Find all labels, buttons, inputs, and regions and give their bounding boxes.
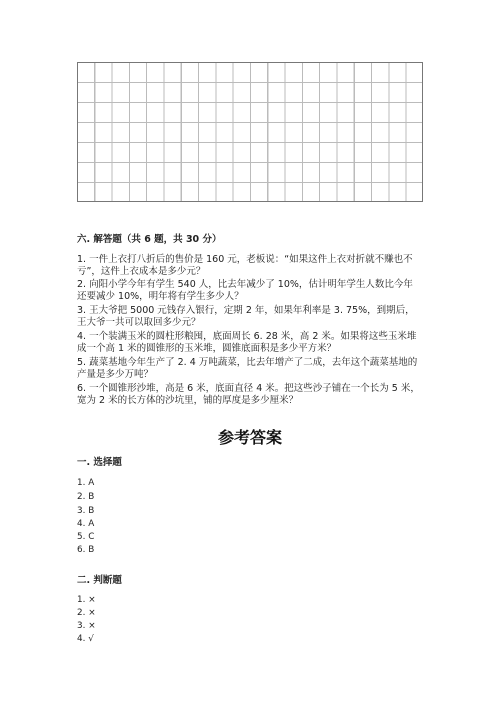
judge-answer-3: 3. × — [77, 621, 96, 631]
question-2: 2. 向阳小学今年有学生 540 人，比去年减少了 10%，估计明年学生人数比今年还要减少 10%，明年将有学生多少人？ — [77, 279, 413, 303]
question-4: 4. 一个装满玉米的圆柱形粮囤，底面周长 6. 28 米，高 2 米。如果将这些玉米堆成一个高 1 米的圆锥形的玉米堆，圆锥底面积是多少平方米？ — [77, 331, 417, 355]
judge-answer-2: 2. × — [77, 608, 96, 618]
choice-answer-2: 2. B — [77, 492, 95, 502]
answer-judge-title: 二. 判断题 — [77, 575, 122, 586]
answer-key-heading: 参考答案 — [217, 428, 282, 447]
answer-choice-title: 一. 选择题 — [77, 457, 122, 468]
question-1: 1. 一件上衣打八折后的售价是 160 元，老板说：“如果这件上衣对折就不赚也不亏”，这件上衣成本是多少元？ — [77, 254, 413, 278]
question-6: 6. 一个圆锥形沙堆，高是 6 米，底面直径 4 米。把这些沙子铺在一个长为 5 米，宽为 2 米的长方体的沙坑里，铺的厚度是多少厘米？ — [77, 383, 420, 407]
judge-answer-1: 1. × — [77, 595, 96, 605]
section-6-title: 六. 解答题（共 6 题，共 30 分） — [77, 234, 222, 245]
choice-answer-3: 3. B — [77, 506, 95, 516]
question-5: 5. 蔬菜基地今年生产了 2. 4 万吨蔬菜，比去年增产了二成，去年这个蔬菜基地的产量是多少万吨？ — [77, 357, 418, 381]
choice-answer-4: 4. A — [77, 519, 95, 529]
judge-answer-4: 4. √ — [77, 634, 94, 644]
writing-grid — [77, 62, 423, 202]
choice-answer-6: 6. B — [77, 545, 95, 555]
question-3: 3. 王大爷把 5000 元钱存入银行，定期 2 年，如果年利率是 3. 75%，到期后，王大爷一共可以取回多少元？ — [77, 305, 415, 329]
choice-answer-5: 5. C — [77, 532, 95, 542]
choice-answer-1: 1. A — [77, 478, 95, 488]
